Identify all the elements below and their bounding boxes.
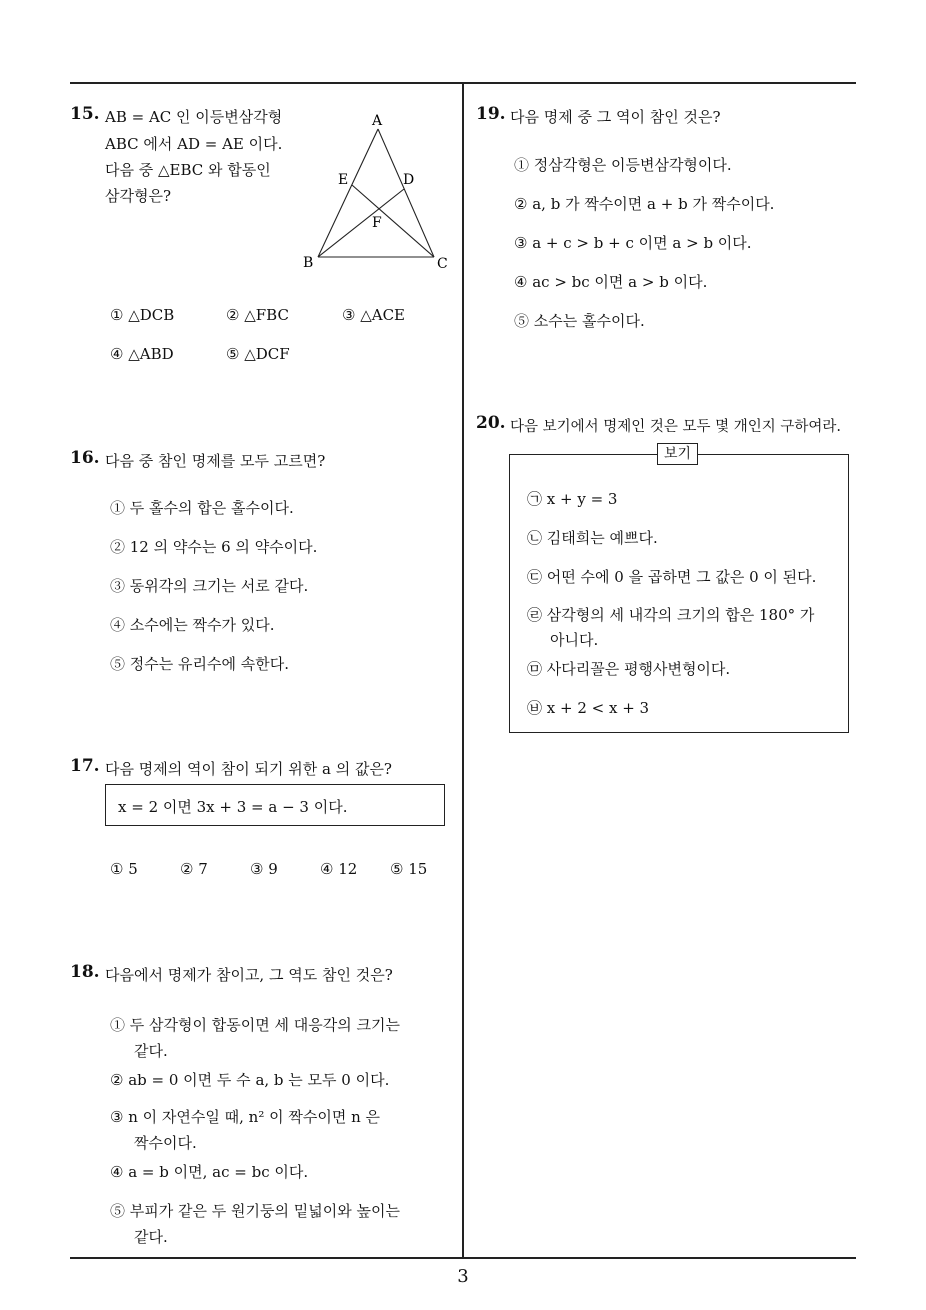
question-text: 다음 명제 중 그 역이 참인 것은? — [510, 108, 721, 126]
choice: ② ab = 0 이면 두 수 a, b 는 모두 0 이다. — [110, 1071, 390, 1089]
triangle-figure — [300, 105, 460, 275]
question-number: 20. — [476, 413, 506, 433]
choice: ⑤ 부피가 같은 두 원기둥의 밑넓이와 높이는 — [110, 1202, 400, 1220]
choice: ④ a = b 이면, ac = bc 이다. — [110, 1163, 309, 1181]
question-number: 19. — [476, 104, 506, 124]
question-text: 다음 명제의 역이 참이 되기 위한 a 의 값은? — [105, 760, 392, 778]
question-text: ABC 에서 AD = AE 이다. — [105, 135, 283, 153]
choice: ① 두 삼각형이 합동이면 세 대응각의 크기는 — [110, 1016, 400, 1034]
question-number: 17. — [70, 756, 100, 776]
choice: ② △FBC — [226, 306, 289, 324]
choice: ① 두 홀수의 합은 홀수이다. — [110, 499, 294, 517]
choice: ⑤ 소수는 홀수이다. — [514, 312, 645, 330]
example-item: ㉣ 삼각형의 세 내각의 크기의 합은 180° 가 — [527, 606, 815, 624]
choice: ② a, b 가 짝수이면 a + b 가 짝수이다. — [514, 195, 775, 213]
choice: ① △DCB — [110, 306, 175, 324]
choice: ③ a + c > b + c 이면 a > b 이다. — [514, 234, 752, 252]
example-item: ㉤ 사다리꼴은 평행사변형이다. — [527, 660, 731, 678]
label-d: D — [403, 172, 415, 188]
choice: ④ 소수에는 짝수가 있다. — [110, 616, 275, 634]
example-item: ㉥ x + 2 < x + 3 — [527, 699, 650, 717]
choice-continued: 같다. — [134, 1042, 168, 1060]
example-legend: 보기 — [657, 443, 698, 465]
choice: ③ n 이 자연수일 때, n² 이 짝수이면 n 은 — [110, 1108, 381, 1126]
label-c: C — [437, 256, 448, 272]
choice: ③ 동위각의 크기는 서로 같다. — [110, 577, 309, 595]
question-text: 다음 보기에서 명제인 것은 모두 몇 개인지 구하여라. — [510, 419, 842, 435]
choice: ⑤ △DCF — [226, 345, 290, 363]
column-divider — [462, 83, 464, 1258]
question-number: 18. — [70, 962, 100, 982]
question-number: 16. — [70, 448, 100, 468]
example-item: ㉢ 어떤 수에 0 을 곱하면 그 값은 0 이 된다. — [527, 568, 817, 586]
question-text: 다음에서 명제가 참이고, 그 역도 참인 것은? — [105, 966, 393, 984]
question-text: 다음 중 △EBC 와 합동인 — [105, 161, 271, 179]
label-f: F — [372, 215, 382, 231]
choice: ⑤ 15 — [390, 860, 428, 878]
example-item: ㉠ x + y = 3 — [527, 490, 618, 508]
choice: ② 12 의 약수는 6 의 약수이다. — [110, 538, 318, 556]
example-item-continued: 아니다. — [550, 631, 599, 649]
choice-continued: 같다. — [134, 1228, 168, 1246]
question-text: 다음 중 참인 명제를 모두 고르면? — [105, 452, 326, 470]
question-number: 15. — [70, 104, 100, 124]
choice: ① 정삼각형은 이등변삼각형이다. — [514, 156, 732, 174]
choice: ④ ac > bc 이면 a > b 이다. — [514, 273, 708, 291]
bottom-rule — [70, 1257, 856, 1259]
choice: ④ 12 — [320, 860, 358, 878]
choice: ① 5 — [110, 860, 138, 878]
question-text: 삼각형은? — [105, 187, 172, 205]
question-text: AB = AC 인 이등변삼각형 — [105, 108, 283, 126]
choice: ③ △ACE — [342, 306, 406, 324]
choice: ④ △ABD — [110, 345, 174, 363]
choice: ⑤ 정수는 유리수에 속한다. — [110, 655, 289, 673]
example-item: ㉡ 김태희는 예쁘다. — [527, 529, 658, 547]
choice: ② 7 — [180, 860, 208, 878]
statement-text: x = 2 이면 3x + 3 = a − 3 이다. — [118, 798, 348, 816]
choice-continued: 짝수이다. — [134, 1134, 197, 1152]
label-e: E — [338, 172, 349, 188]
label-b: B — [303, 255, 314, 271]
choice: ③ 9 — [250, 860, 278, 878]
label-a: A — [372, 113, 383, 129]
page-number: 3 — [457, 1266, 469, 1287]
